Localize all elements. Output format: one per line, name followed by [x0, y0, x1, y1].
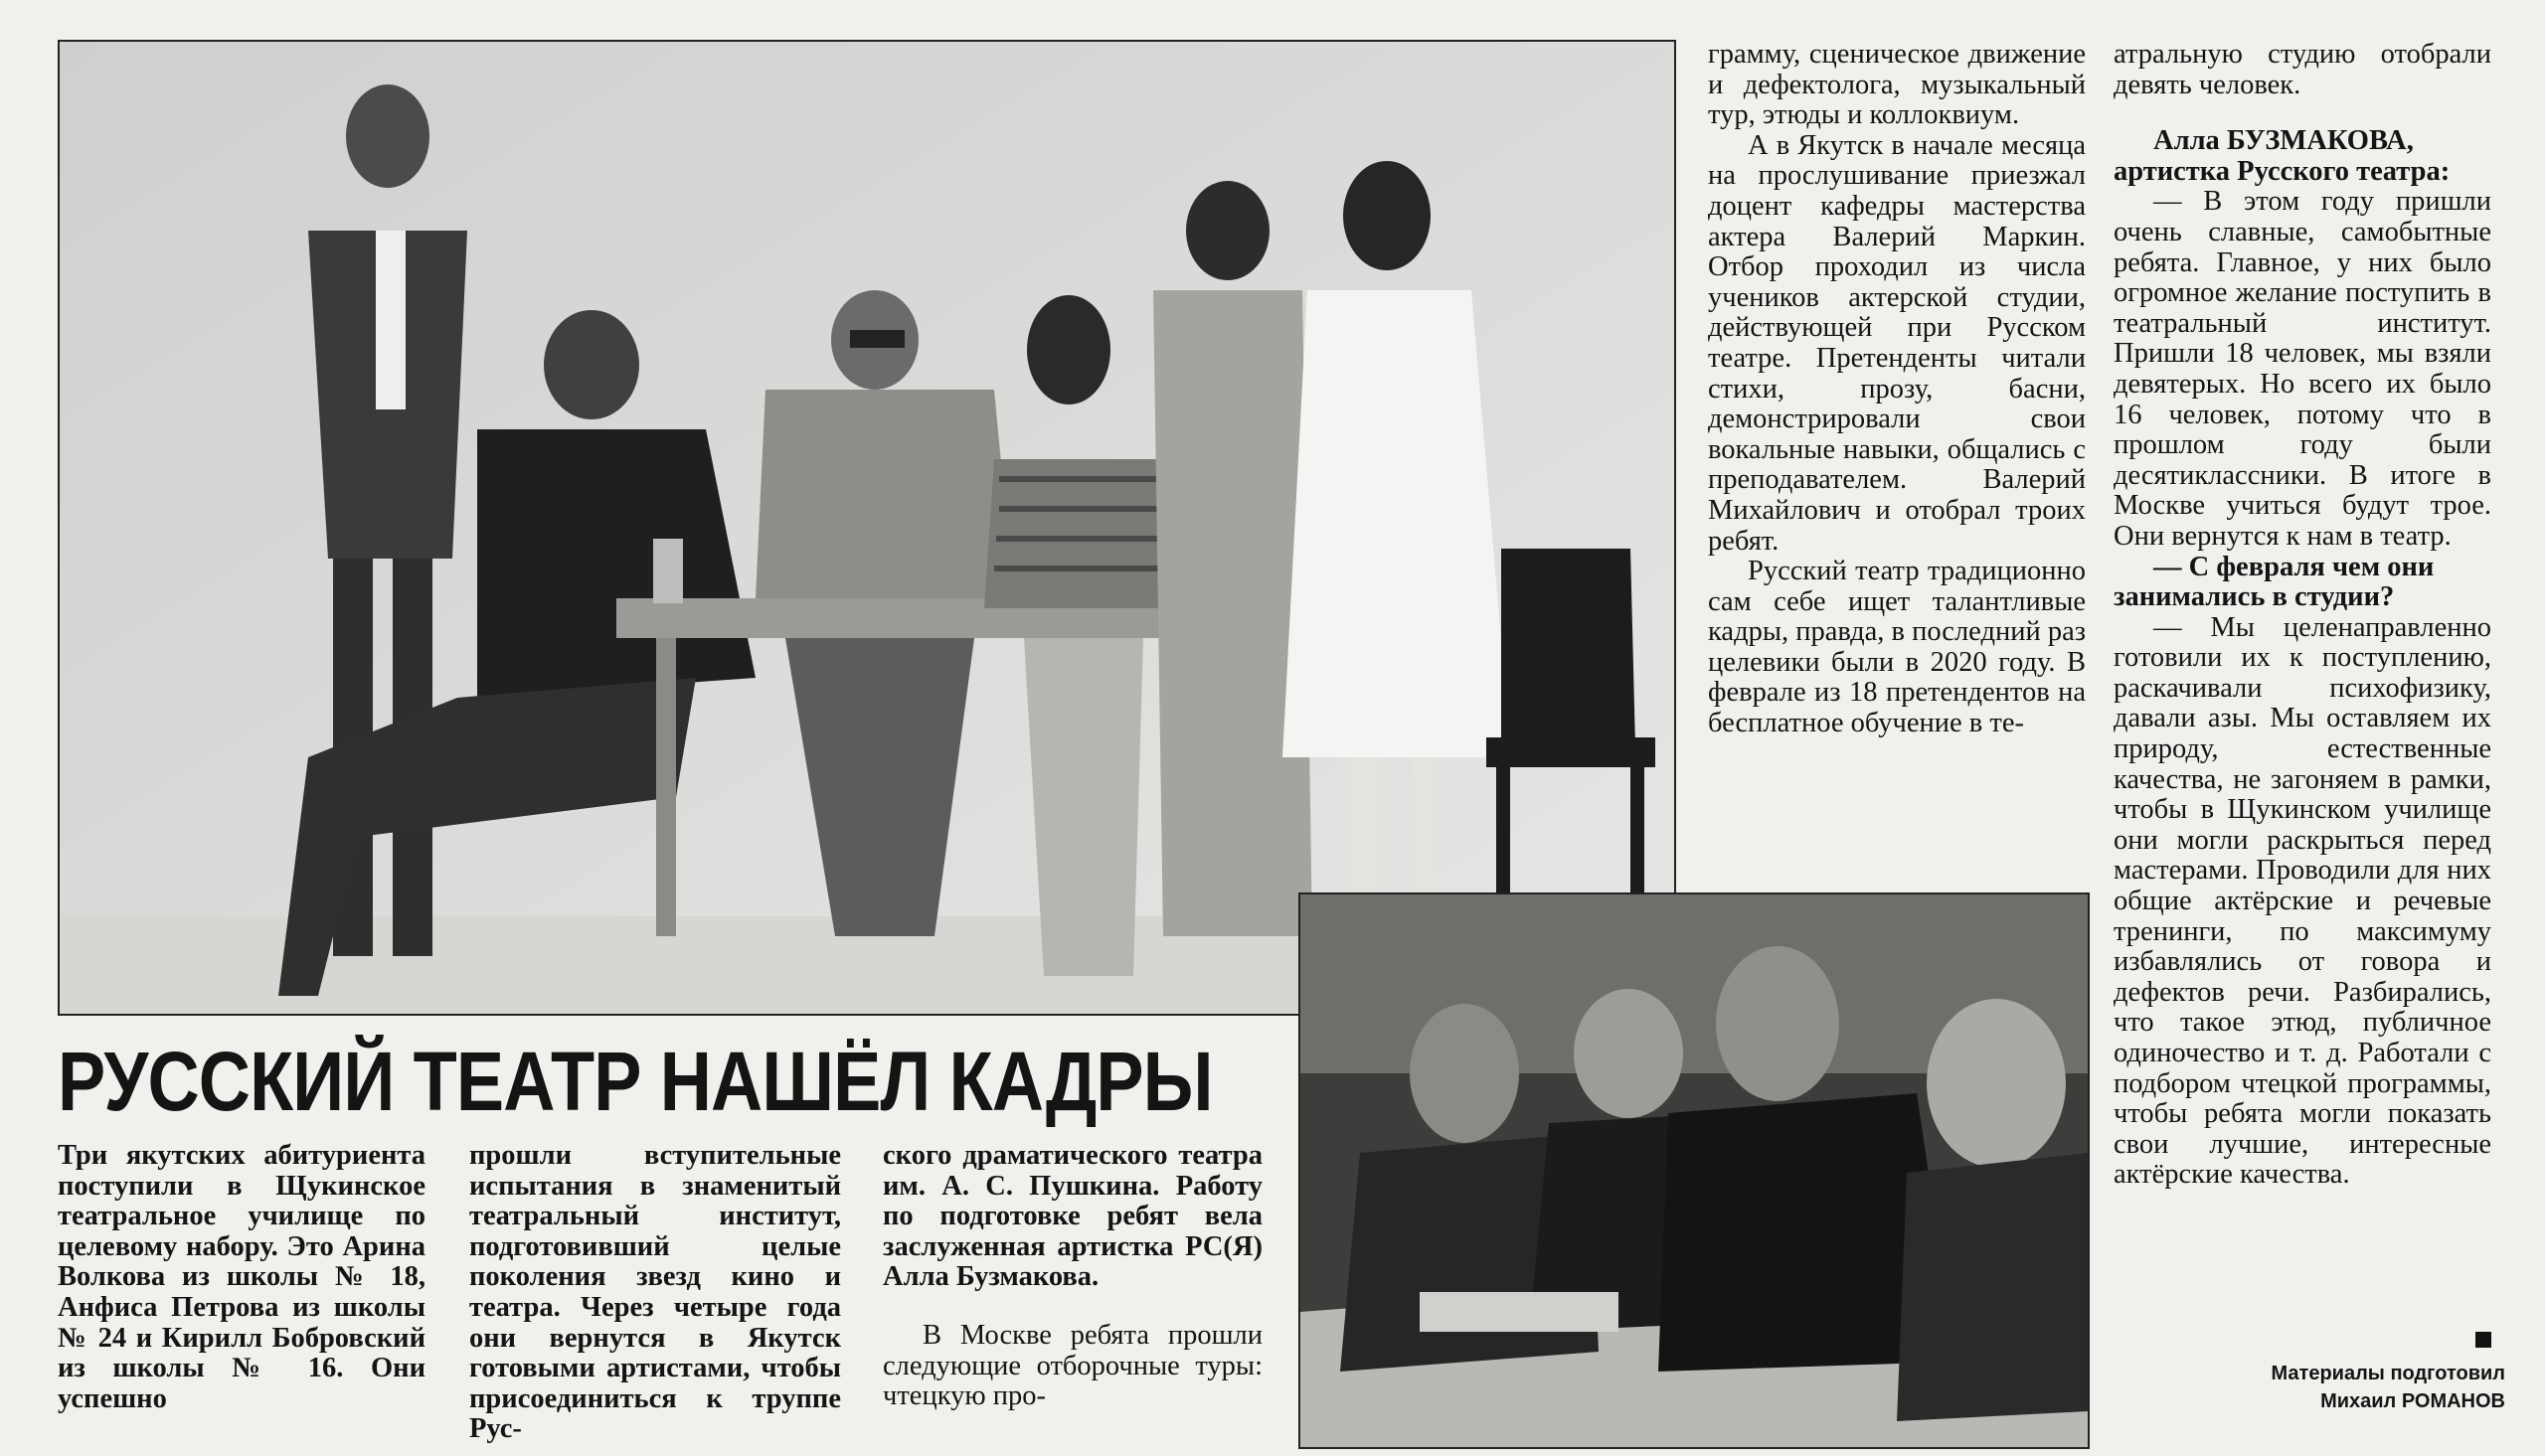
body-paragraph-col3: В Москве ребята прошли следующие отборочные туры: чтецкую про- [883, 1319, 1263, 1412]
author-credit [2127, 1360, 2505, 1415]
lead-text-3: ского драматического театра им. А. С. Пушкина. Работу по подготовке ребят вела заслуженная артистка РС(Я) Алла Бузмакова. [883, 1140, 1263, 1293]
interview-answer-1: — В этом году пришли очень славные, самобытные ребята. Главное, у них было огромное желание поступить в театральный институт. Пришли 18 человек, мы взяли девятерых. Но всего их было 16 человек, потому что в прошлом году были десятиклассники. В итоге в Москве учиться будут трое. Они вернутся к нам в театр. [2114, 186, 2491, 552]
body-paragraph-2: А в Якутск в начале месяца на прослушивание приезжал доцент кафедры мастерства актера Валерий Маркин. Отбор проходил из числа учеников актерской студии, действующей при Русском театре. Претенденты читали стихи, прозу, басни, демонстрировали свои вокальные навыки, общались с преподавателем. Валерий Михайлович и отобрал троих ребят. [1708, 129, 2086, 557]
body-paragraph-3: Русский театр традиционно сам себе ищет талантливые кадры, правда, в последний раз целевики были в 2020 году. В феврале из 18 претендентов на бесплатное обучение в те- [1708, 556, 2086, 739]
interviewee-name: Алла БУЗМАКОВА, артистка Русского театра: [2114, 125, 2451, 187]
interview-question: — С февраля чем они занимались в студии? [2114, 551, 2435, 613]
body-paragraph-1: грамму, сценическое движение и дефектолога, музыкальный тур, этюды и коллоквиум. [1708, 39, 2086, 131]
article-end-mark [2475, 1332, 2491, 1348]
interview-column [2114, 40, 2491, 1191]
credit-line-1: Материалы подготовил [2271, 1363, 2505, 1384]
interview-answer-2: — Мы целенаправленно готовили их к поступлению, раскачивали психофизику, давали азы. Мы оставляем их природу, естественные качества, не загоняем в рамки, чтобы в Щукинском училище они могли раскрыться перед мастерами. Проводили для них общие актёрские и речевые тренинги, по максимуму избавлялись от говора и дефектов речи. Разбирались, что такое этюд, публичное одиночество и т. д. Работали с подбором чтецкой программы, чтобы ребята могли показать свои лучшие, интересные актёрские качества. [2114, 611, 2491, 1191]
lead-text-1: Три якутских абитуриента поступили в Щукинское театральное училище по целевому набору. Это Арина Волкова из школы № 18, Анфиса Петрова из школы № 24 и Кирилл Бобровский из школы № 16. Они успешно [58, 1140, 425, 1414]
lead-text-2: прошли вступительные испытания в знаменитый театральный институт, подготовивший целые поколения звезд кино и театра. Через четыре года они вернутся в Якутск готовыми артистами, чтобы присоединиться к труппе Рус- [469, 1140, 841, 1445]
lead-column-1 [58, 1141, 425, 1414]
article-headline: РУССКИЙ ТЕАТР НАШЁЛ КАДРЫ [58, 1035, 1213, 1128]
lead-column-2 [469, 1141, 841, 1445]
body-column-4 [1708, 40, 2086, 739]
body-column-3 [883, 1141, 1263, 1412]
audition-photo [1298, 892, 2090, 1449]
continuation-text: атральную студию отобрали девять человек. [2114, 39, 2491, 100]
credit-author: Михаил РОМАНОВ [2320, 1390, 2505, 1412]
group-photo [58, 40, 1676, 1016]
